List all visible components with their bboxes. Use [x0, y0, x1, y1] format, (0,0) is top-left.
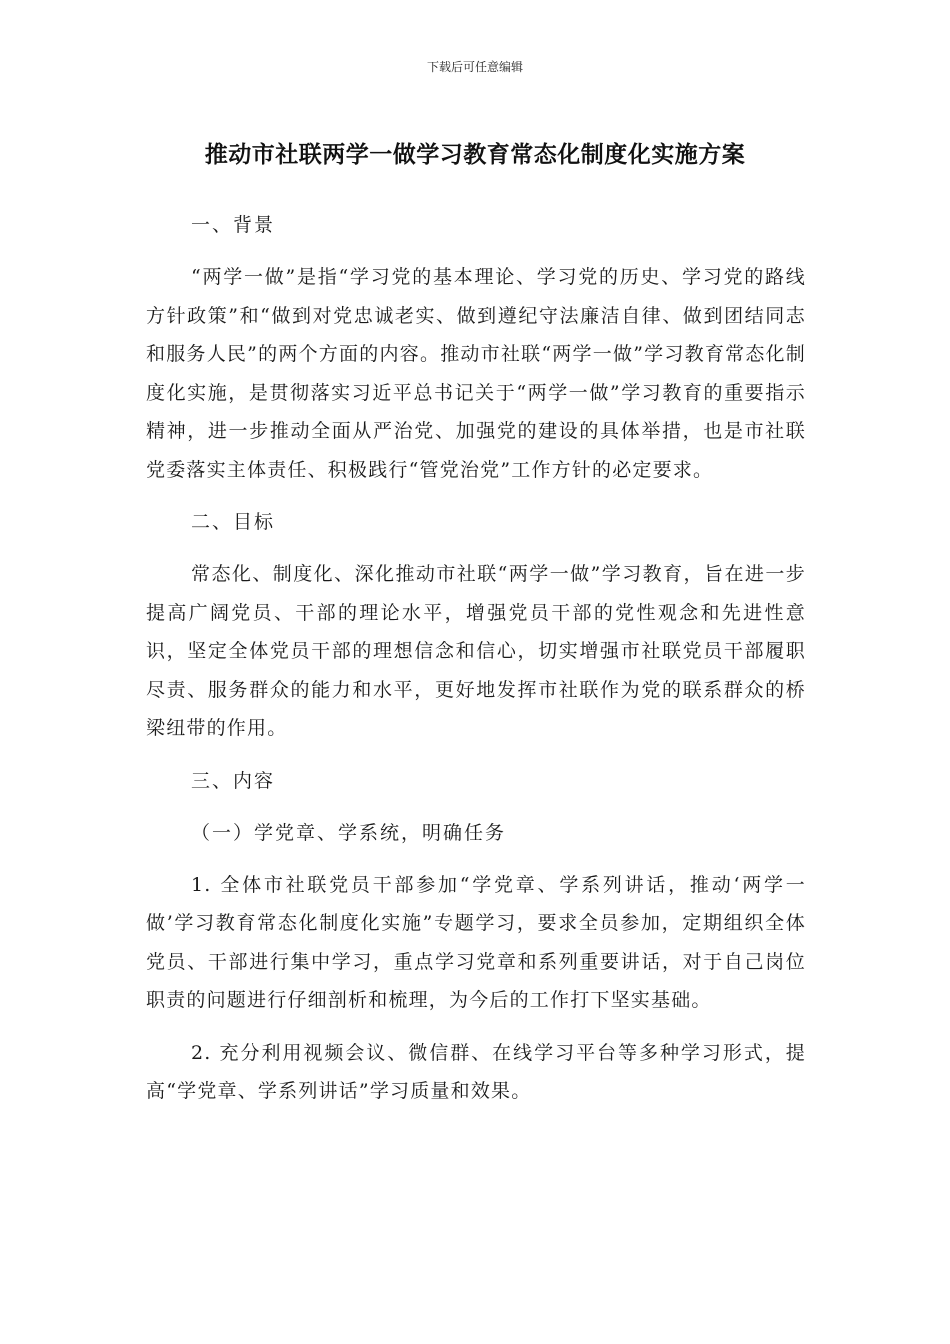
paragraph-background: “两学一做”是指“学习党的基本理论、学习党的历史、学习党的路线方针政策”和“做到对党忠诚老实、做到遵纪守法廉洁自律、做到团结同志和服务人民”的两个方面的内容。推动市社联“两学一做”学习教育常态化制度化实施，是贯彻落实习近平总书记关于“两学一做”学习教育的重要指示精神，进一步推动全面从严治党、加强党的建设的具体举措，也是市社联党委落实主体责任、积极践行“管党治党”工作方针的必定要求。	[146, 266, 806, 481]
list-item-1: 1. 全体市社联党员干部参加“学党章、学系列讲话，推动‘两学一做’学习教育常态化制度化实施”专题学习，要求全员参加，定期组织全体党员、干部进行集中学习，重点学习党章和系列重要讲话，对于自己岗位职责的问题进行仔细剖析和梳理，为今后的工作打下坚实基础。	[146, 873, 806, 1011]
section-heading-background: 一、背景	[191, 214, 276, 236]
section-heading-goal: 二、目标	[191, 511, 276, 533]
list-item-2: 2. 充分利用视频会议、微信群、在线学习平台等多种学习形式，提高“学党章、学系列讲话”学习质量和效果。	[146, 1041, 806, 1102]
section-heading-content: 三、内容	[191, 769, 276, 792]
paragraph-goal: 常态化、制度化、深化推动市社联“两学一做”学习教育，旨在进一步提高广阔党员、干部的理论水平，增强党员干部的党性观念和先进性意识，坚定全体党员干部的理想信念和信心，切实增强市社联党员干部履职尽责、服务群众的能力和水平，更好地发挥市社联作为党的联系群众的桥梁纽带的作用。	[146, 563, 806, 739]
document-body	[146, 206, 806, 1123]
subsection-heading-1: （一）学党章、学系统，明确任务	[191, 821, 507, 844]
document-title: 推动市社联两学一做学习教育常态化制度化实施方案	[204, 142, 746, 168]
header-note: 下载后可任意编辑	[426, 60, 523, 74]
